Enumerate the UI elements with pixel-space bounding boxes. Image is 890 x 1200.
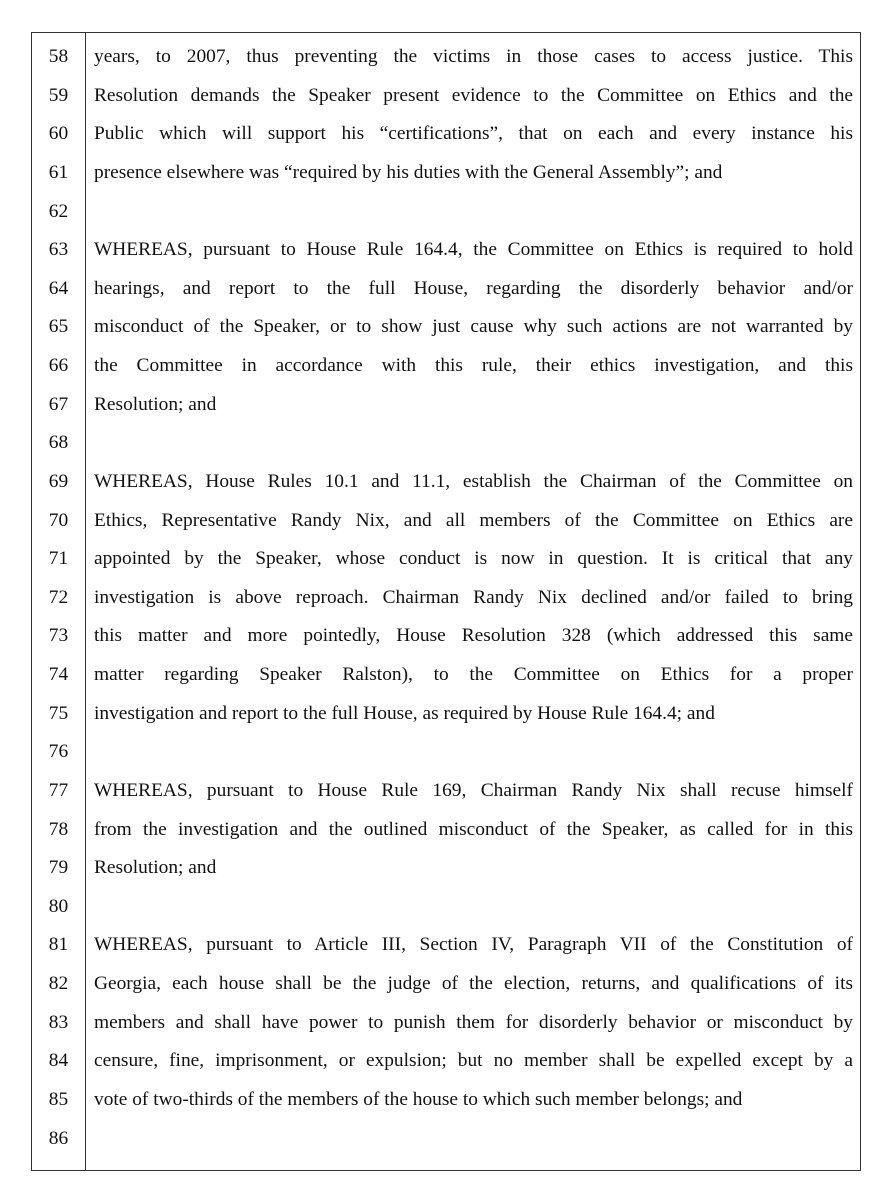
line-number: 80 (48, 895, 69, 917)
document-line (32, 502, 860, 541)
line-number: 65 (48, 316, 69, 338)
line-text: misconduct of the Speaker, or to show just cause why such actions are not warranted by (94, 316, 853, 338)
line-number: 81 (48, 934, 69, 956)
line-text: Resolution demands the Speaker present evidence to the Committee on Ethics and the (94, 84, 853, 106)
document-line (32, 811, 860, 850)
line-number: 71 (48, 548, 69, 570)
line-text: WHEREAS, pursuant to House Rule 164.4, the Committee on Ethics is required to hold (94, 239, 853, 261)
line-text: hearings, and report to the full House, regarding the disorderly behavior and/or (94, 277, 853, 299)
line-number: 72 (48, 586, 69, 608)
document-line (32, 772, 860, 811)
line-number: 82 (48, 973, 69, 994)
line-text: presence elsewhere was “required by his duties with the General Assembly”; and (94, 161, 723, 183)
line-number: 63 (48, 239, 69, 261)
line-number: 68 (48, 432, 69, 454)
line-text: censure, fine, imprisonment, or expulsion; but no member shall be expelled except by a (94, 1050, 853, 1072)
line-number: 78 (48, 818, 69, 840)
document-line (32, 231, 860, 270)
line-text: investigation is above reproach. Chairman Randy Nix declined and/or failed to bring (94, 586, 853, 608)
line-text: matter regarding Speaker Ralston), to the Committee on Ethics for a proper (94, 664, 853, 685)
document-line (32, 1081, 860, 1120)
document-line (32, 193, 860, 232)
document-line (32, 38, 860, 77)
document-line (32, 695, 860, 734)
line-number: 66 (48, 355, 69, 376)
line-number: 59 (48, 84, 69, 106)
document-line (32, 308, 860, 347)
document-line (32, 965, 860, 1004)
line-text: WHEREAS, pursuant to House Rule 169, Chairman Randy Nix shall recuse himself (94, 779, 853, 801)
line-number: 74 (48, 664, 69, 685)
document-line (32, 77, 860, 116)
line-text: members and shall have power to punish them for disorderly behavior or misconduct by (94, 1011, 853, 1033)
line-number: 61 (48, 161, 69, 183)
line-number: 60 (48, 123, 69, 145)
document-line (32, 1120, 860, 1159)
line-number: 85 (48, 1088, 69, 1110)
document-line (32, 347, 860, 386)
line-number: 70 (48, 509, 69, 531)
line-number: 58 (48, 46, 69, 67)
line-number: 69 (48, 470, 69, 492)
document-line (32, 1004, 860, 1043)
document-line (32, 579, 860, 618)
document-line (32, 115, 860, 154)
line-text: Resolution; and (94, 857, 217, 879)
document-page (31, 32, 861, 1171)
line-text: Resolution; and (94, 393, 217, 415)
line-number: 79 (48, 857, 69, 879)
document-line (32, 926, 860, 965)
document-line (32, 888, 860, 927)
line-number: 83 (48, 1011, 69, 1033)
line-text: Ethics, Representative Randy Nix, and all members of the Committee on Ethics are (94, 509, 853, 531)
document-line (32, 463, 860, 502)
line-text: years, to 2007, thus preventing the victims in those cases to access justice. This (94, 46, 853, 67)
document-line (32, 849, 860, 888)
line-text: vote of two-thirds of the members of the house to which such member belongs; and (94, 1088, 743, 1110)
line-number: 77 (48, 779, 69, 801)
line-number: 84 (48, 1050, 69, 1072)
line-number: 62 (48, 200, 69, 222)
line-text: Georgia, each house shall be the judge of the election, returns, and qualifications of its (94, 973, 853, 994)
line-text: WHEREAS, pursuant to Article III, Section IV, Paragraph VII of the Constitution of (94, 934, 853, 956)
numbered-lines (32, 38, 860, 1158)
line-number: 76 (48, 741, 69, 763)
document-line (32, 154, 860, 193)
line-text: Public which will support his “certifications”, that on each and every instance his (94, 123, 853, 145)
document-line (32, 1042, 860, 1081)
document-line (32, 733, 860, 772)
line-number: 67 (48, 393, 69, 415)
line-number: 64 (48, 277, 69, 299)
line-number: 75 (48, 702, 69, 724)
line-text: this matter and more pointedly, House Resolution 328 (which addressed this same (94, 625, 853, 647)
line-text: the Committee in accordance with this rule, their ethics investigation, and this (94, 355, 853, 376)
line-text: WHEREAS, House Rules 10.1 and 11.1, establish the Chairman of the Committee on (94, 470, 853, 492)
line-text: appointed by the Speaker, whose conduct is now in question. It is critical that any (94, 548, 853, 570)
document-line (32, 656, 860, 695)
line-number: 73 (48, 625, 69, 647)
document-line (32, 270, 860, 309)
document-line (32, 424, 860, 463)
document-line (32, 386, 860, 425)
line-number: 86 (48, 1127, 69, 1149)
document-line (32, 540, 860, 579)
line-text: investigation and report to the full House, as required by House Rule 164.4; and (94, 702, 715, 724)
line-text: from the investigation and the outlined misconduct of the Speaker, as called for in this (94, 818, 853, 840)
document-line (32, 617, 860, 656)
